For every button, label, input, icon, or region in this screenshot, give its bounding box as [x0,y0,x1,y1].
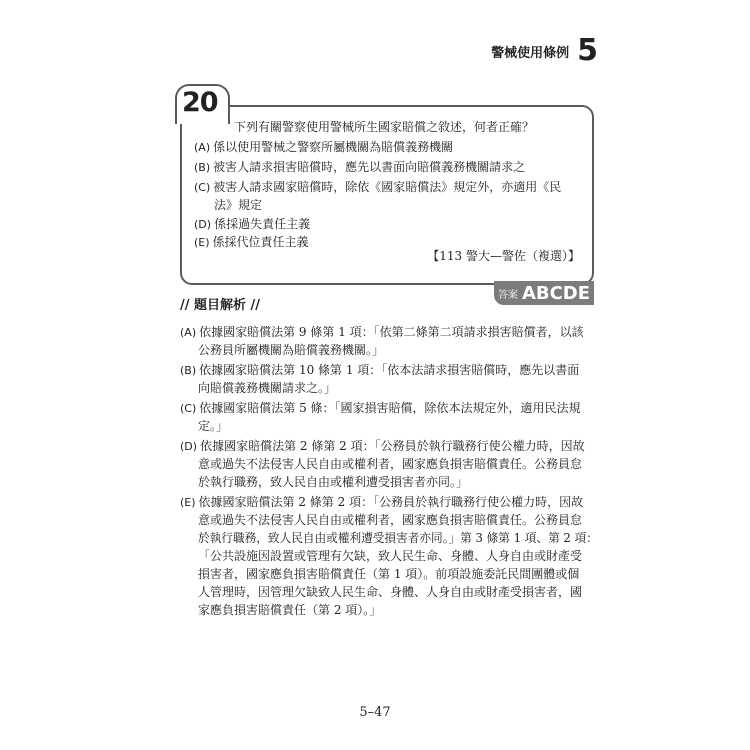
analysis-label: (E) [180,496,196,509]
option-text: 被害人請求國家賠償時，除依《國家賠償法》規定外，亦適用《民 [213,180,562,194]
option-text: 被害人請求損害賠償時，應先以書面向賠償義務機關請求之 [213,160,526,174]
option-text: 係採過失責任主義 [214,217,311,231]
analysis-text-continued: 意或過失不法侵害人民自由或權利者，國家應負損害賠償責任。公務員怠 [198,457,583,471]
question-stem: 下列有關警察使用警械所生國家賠償之敘述，何者正確？ [234,120,535,134]
analysis-text-continued: 意或過失不法侵害人民自由或權利者，國家應負損害賠償責任。公務員怠 [198,513,583,527]
answer-tab [494,281,594,305]
analysis-text: 依據國家賠償法第 9 條第 1 項：「依第二條第二項請求損害賠償者，以該 [199,325,584,339]
analysis-item-a [180,323,584,342]
option-label: (D) [194,218,212,231]
analysis-text-continued: 於執行職務，致人民自由或權利遭受損害者亦同。」第 3 條第 1 項、第 2 項： [198,531,598,545]
chapter-header [491,33,598,68]
option-label: (C) [194,181,211,194]
analysis-label: (B) [180,364,197,377]
option-text: 係採代位責任主義 [212,235,309,249]
answer-label: 答案 [497,289,518,301]
option-b [194,158,525,177]
analysis-text-continued: 向賠償義務機關請求之。」 [198,381,337,395]
analysis-text: 依據國家賠償法第 10 條第 1 項：「依本法請求損害賠償時，應先以書面 [199,363,580,377]
question-number: 20 [182,87,218,118]
analysis-item-c [180,399,581,418]
option-c [194,178,561,197]
page-number: 5–47 [359,705,391,720]
question-source: 【113 警大—警佐（複選）】 [427,249,580,263]
option-e [194,233,309,252]
analysis-text-continued: 「公共設施因設置或管理有欠缺，致人民生命、身體、人身自由或財產受 [198,549,583,563]
analysis-text-continued: 人管理時，因管理欠缺致人民生命、身體、人身自由或財產受損害者，國 [198,585,583,599]
option-text: 係以使用警械之警察所屬機關為賠償義務機關 [213,140,454,154]
option-a [194,138,453,157]
analysis-label: (C) [180,402,197,415]
analysis-text: 依據國家賠償法第 5 條：「國家損害賠償，除依本法規定外，適用民法規 [199,401,581,415]
answer-value: ABCDE [521,282,591,304]
analysis-text-continued: 家應負損害賠償責任（第 2 項）。」 [198,603,382,617]
analysis-label: (A) [180,326,197,339]
analysis-text: 依據國家賠償法第 2 條第 2 項：「公務員於執行職務行使公權力時，因故 [200,439,585,453]
analysis-text-continued: 公務員所屬機關為賠償義務機關。」 [198,343,385,357]
analysis-item-b [180,361,579,380]
option-label: (A) [194,141,211,154]
analysis-heading: // 題目解析 // [180,298,261,313]
analysis-text-continued: 損害者，國家應負損害賠償責任（第 1 項）。前項設施委託民間團體或個 [198,567,580,581]
analysis-text-continued: 於執行職務，致人民自由或權利遭受損害者亦同。」 [198,475,469,489]
analysis-label: (D) [180,440,198,453]
analysis-text: 依據國家賠償法第 2 條第 2 項：「公務員於執行職務行使公權力時，因故 [198,495,584,509]
chapter-number: 5 [577,33,598,68]
option-label: (E) [194,236,210,249]
chapter-title: 警械使用條例 [491,45,570,61]
option-label: (B) [194,161,211,174]
analysis-text-continued: 定。」 [198,419,229,433]
option-d [194,215,310,234]
analysis-item-d [180,437,585,456]
option-text-continued: 法》規定 [214,198,263,212]
analysis-item-e [180,493,583,512]
